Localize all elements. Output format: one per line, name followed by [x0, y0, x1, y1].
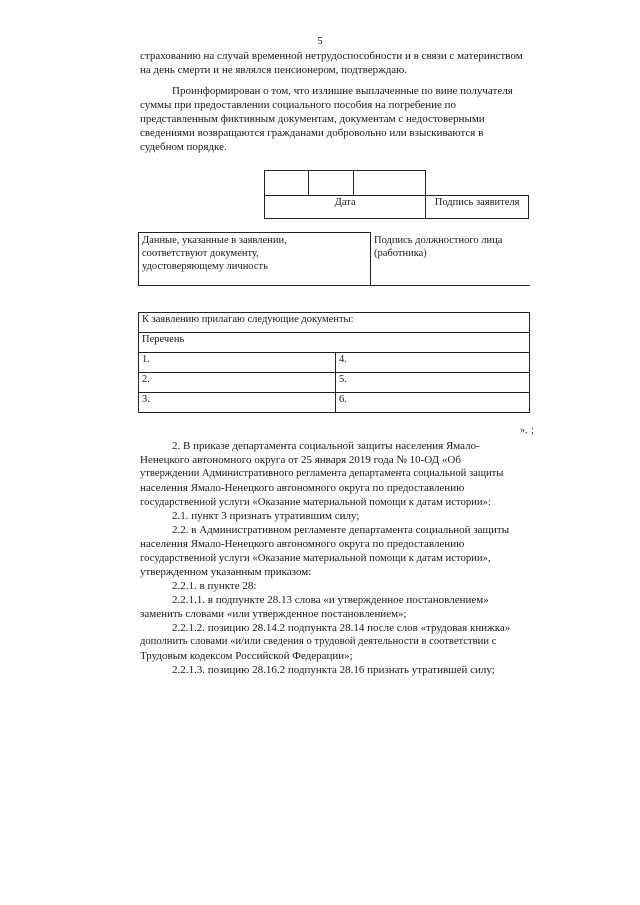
paragraph-line: населения Ямало-Ненецкого автономного округа по предоставлению	[140, 538, 465, 550]
date-month-cell	[309, 171, 353, 196]
documents-list-label: Перечень	[139, 333, 530, 353]
paragraph-line: утверждении Административного регламента департамента социальной защиты	[140, 468, 504, 479]
document-item: 2.	[139, 373, 336, 393]
paragraph-line: Ненецкого автономного округа от 25 января 2019 года № 10-ОД «Об	[140, 454, 461, 466]
paragraph-line: населения Ямало-Ненецкого автономного округа по предоставлению	[140, 482, 465, 494]
paragraph-line: государственной услуги «Оказание материальной помощи к датам истории»,	[140, 552, 491, 564]
paragraph-line: судебном порядке.	[140, 141, 227, 153]
date-year-cell	[353, 171, 425, 196]
paragraph-line: на день смерти и не являлся пенсионером, подтверждаю.	[140, 64, 408, 76]
document-item: 1.	[139, 353, 336, 373]
paragraph-line: государственной услуги «Оказание материальной помощи к датам истории»:	[140, 496, 491, 508]
verification-left-cell	[139, 233, 371, 286]
verification-text-line: Данные, указанные в заявлении,	[142, 235, 287, 246]
paragraph-line: суммы при предоставлении социального пособия на погребение по	[140, 99, 456, 111]
official-signature-cell	[371, 233, 531, 286]
paragraph-line: 2.2.1.3. позицию 28.16.2 подпункта 28.16 признать утратившей силу;	[172, 664, 495, 676]
verification-text-line: соответствуют документу,	[142, 248, 259, 259]
date-signature-table	[264, 170, 529, 219]
document-item: 5.	[336, 373, 530, 393]
paragraph-line: 2.2.1.1. в подпункте 28.13 слова «и утвержденное постановлением»	[172, 594, 489, 606]
paragraph-line: дополнить словами «и/или сведения о трудовой деятельности в соответствии с	[140, 636, 497, 647]
paragraph-line: 2. В приказе департамента социальной защиты населения Ямало-	[172, 440, 480, 452]
paragraph-line: сведениями возвращаются гражданами добровольно или взыскиваются в	[140, 127, 484, 139]
quote-closing-semicolon: ;	[531, 425, 534, 436]
verification-table	[138, 232, 530, 286]
document-item: 4.	[336, 353, 530, 373]
official-signature-label: Подпись должностного лица	[374, 234, 503, 246]
paragraph-line: Проинформирован о том, что излишне выплаченные по вине получателя	[172, 85, 513, 97]
documents-header: К заявлению прилагаю следующие документы:	[139, 313, 530, 333]
paragraph-line: 2.2. в Административном регламенте департамента социальной защиты	[172, 524, 510, 536]
date-day-cell	[265, 171, 309, 196]
paragraph-line: 2.1. пункт 3 признать утратившим силу;	[172, 510, 360, 522]
signature-label: Подпись заявителя	[426, 196, 529, 219]
documents-table	[138, 312, 530, 413]
verification-text-line: удостоверяющему личность	[142, 261, 268, 272]
official-signature-label: (работника)	[374, 247, 427, 259]
signature-cell	[426, 171, 529, 196]
date-label: Дата	[265, 196, 426, 219]
paragraph-line: утвержденном указанным приказом:	[140, 566, 312, 578]
document-item: 3.	[139, 393, 336, 413]
paragraph-line: 2.2.1.2. позицию 28.14.2 подпункта 28.14 после слов «трудовая книжка»	[172, 622, 511, 634]
paragraph-line: представленным фиктивным документам, документам с недостоверными	[140, 113, 485, 125]
paragraph-line: 2.2.1. в пункте 28:	[172, 580, 257, 592]
paragraph-line: заменить словами «или утвержденное постановлением»;	[140, 608, 407, 620]
page-number: 5	[317, 36, 323, 47]
quote-closing-mark: ».	[520, 425, 528, 436]
paragraph-line: Трудовым кодексом Российской Федерации»;	[140, 650, 353, 662]
document-item: 6.	[336, 393, 530, 413]
paragraph-line: страхованию на случай временной нетрудоспособности и в связи с материнством	[140, 50, 523, 62]
